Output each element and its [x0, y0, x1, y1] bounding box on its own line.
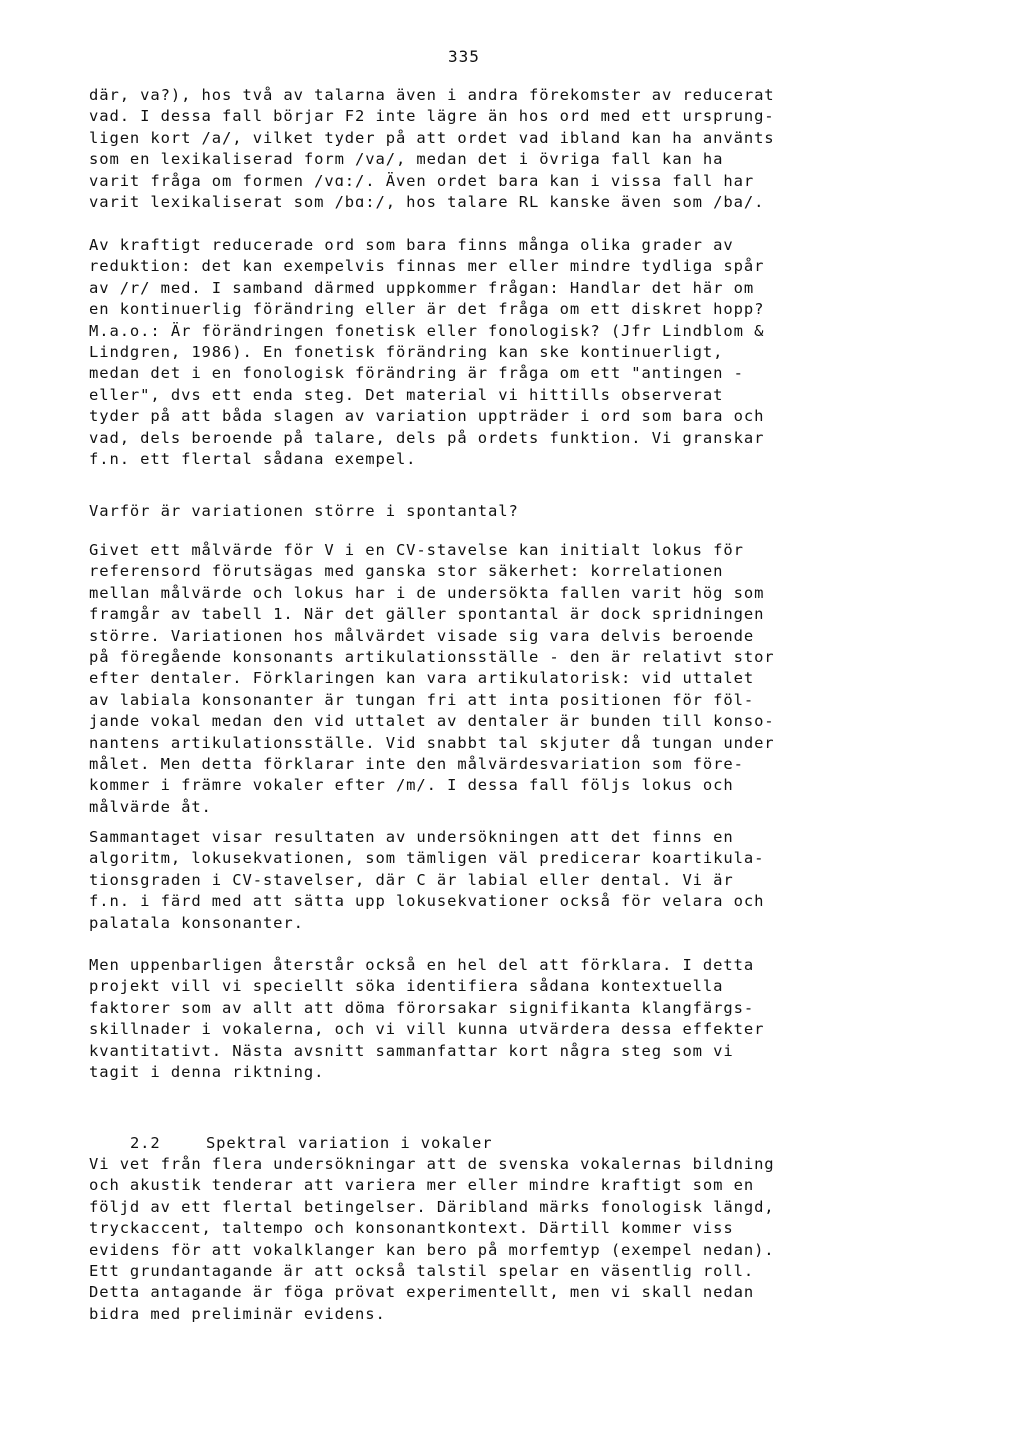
- text-line: nantens artikulationsställe. Vid snabbt tal skjuter då tungan under: [89, 733, 775, 752]
- text-line: f.n. ett flertal sådana exempel.: [89, 449, 417, 468]
- text-line: tyder på att båda slagen av variation uppträder i ord som bara och: [89, 407, 765, 426]
- text-line: bidra med preliminär evidens.: [89, 1304, 386, 1323]
- text-line: på föregående konsonants artikulationsställe - den är relativt stor: [89, 647, 775, 666]
- text-line: en kontinuerlig förändring eller är det fråga om ett diskret hopp?: [89, 300, 765, 319]
- text-line: referensord förutsägas med ganska stor säkerhet: korrelationen: [89, 562, 724, 581]
- text-line: palatala konsonanter.: [89, 913, 304, 932]
- text-line: tryckaccent, taltempo och konsonantkontext. Därtill kommer viss: [89, 1219, 734, 1238]
- text-line: målvärde åt.: [89, 797, 212, 816]
- text-line: målet. Men detta förklarar inte den målvärdesvariation som före-: [89, 754, 744, 773]
- paragraph-5: [89, 955, 949, 1083]
- text-line: faktorer som av allt att döma förorsakar signifikanta klangfärgs-: [89, 998, 755, 1017]
- text-line: där, va?), hos två av talarna även i andra förekomster av reducerat: [89, 86, 775, 104]
- text-line: tionsgraden i CV-stavelser, där C är labial eller dental. Vi är: [89, 870, 734, 889]
- text-line: eller", dvs ett enda steg. Det material vi hittills observerat: [89, 385, 724, 404]
- text-line: Sammantaget visar resultaten av undersökningen att det finns en: [89, 828, 734, 846]
- text-line: skillnader i vokalerna, och vi vill kunna utvärdera dessa effekter: [89, 1020, 765, 1039]
- text-line: Detta antagande är föga prövat experimentellt, men vi skall nedan: [89, 1283, 755, 1302]
- text-line: varit lexikaliserat som /bɑ:/, hos talare RL kanske även som /ba/.: [89, 192, 765, 211]
- text-line: framgår av tabell 1. När det gäller spontantal är dock spridningen: [89, 605, 765, 624]
- text-line: projekt vill vi speciellt söka identifiera sådana kontextuella: [89, 977, 724, 996]
- text-line: större. Variationen hos målvärdet visade sig vara delvis beroende: [89, 626, 755, 645]
- section-title: Spektral variation i vokaler: [205, 1134, 493, 1152]
- text-line: följd av ett flertal betingelser. Däribland märks fonologisk längd,: [89, 1197, 775, 1216]
- paragraph-6: [89, 1154, 949, 1325]
- text-line: efter dentaler. Förklaringen kan vara artikulatorisk: vid uttalet: [89, 669, 755, 688]
- paragraph-1: [89, 85, 949, 213]
- section-number: 2.2: [129, 1134, 161, 1152]
- text-line: och akustik tenderar att variera mer eller mindre kraftigt som en: [89, 1176, 755, 1195]
- text-line: av /r/ med. I samband därmed uppkommer frågan: Handlar det här om: [89, 278, 755, 297]
- text-line: mellan målvärde och lokus har i de undersökta fallen varit hög som: [89, 583, 765, 602]
- text-line: kvantitativt. Nästa avsnitt sammanfattar kort några steg som vi: [89, 1041, 734, 1060]
- paragraph-3: [89, 540, 949, 818]
- text-line: jande vokal medan den vid uttalet av dentaler är bunden till konso-: [89, 712, 775, 731]
- text-line: reduktion: det kan exempelvis finnas mer eller mindre tydliga spår: [89, 257, 765, 276]
- text-line: av labiala konsonanter är tungan fri att inta positionen för föl-: [89, 690, 755, 709]
- text-line: tagit i denna riktning.: [89, 1062, 325, 1081]
- text-line: vad. I dessa fall börjar F2 inte lägre än hos ord med ett ursprung-: [89, 107, 775, 126]
- text-line: Men uppenbarligen återstår också en hel del att förklara. I detta: [89, 956, 755, 974]
- page-number: 335: [448, 47, 480, 66]
- text-line: evidens för att vokalklanger kan bero på morfemtyp (exempel nedan).: [89, 1240, 775, 1259]
- paragraph-4: [89, 827, 949, 934]
- text-line: Givet ett målvärde för V i en CV-stavelse kan initialt lokus för: [89, 541, 744, 559]
- subheading: Varför är variationen större i spontantal?: [89, 502, 519, 520]
- text-line: ligen kort /a/, vilket tyder på att ordet vad ibland kan ha använts: [89, 128, 775, 147]
- paragraph-2: [89, 235, 949, 470]
- text-line: vad, dels beroende på talare, dels på ordets funktion. Vi granskar: [89, 428, 765, 447]
- text-line: Av kraftigt reducerade ord som bara finns många olika grader av: [89, 236, 734, 254]
- text-line: som en lexikaliserad form /va/, medan det i övriga fall kan ha: [89, 150, 724, 169]
- text-line: medan det i en fonologisk förändring är fråga om ett "antingen -: [89, 364, 744, 383]
- text-line: algoritm, lokusekvationen, som tämligen väl predicerar koartikula-: [89, 849, 765, 868]
- text-line: kommer i främre vokaler efter /m/. I dessa fall följs lokus och: [89, 776, 734, 795]
- text-line: Lindgren, 1986). En fonetisk förändring kan ske kontinuerligt,: [89, 342, 724, 361]
- text-line: f.n. i färd med att sätta upp lokusekvationer också för velara och: [89, 892, 765, 911]
- text-line: Ett grundantagande är att också talstil spelar en väsentlig roll.: [89, 1261, 755, 1280]
- text-line: Vi vet från flera undersökningar att de svenska vokalernas bildning: [89, 1155, 775, 1173]
- text-line: M.a.o.: Är förändringen fonetisk eller fonologisk? (Jfr Lindblom &: [89, 321, 765, 340]
- text-line: varit fråga om formen /vɑ:/. Även ordet bara kan i vissa fall har: [89, 171, 755, 190]
